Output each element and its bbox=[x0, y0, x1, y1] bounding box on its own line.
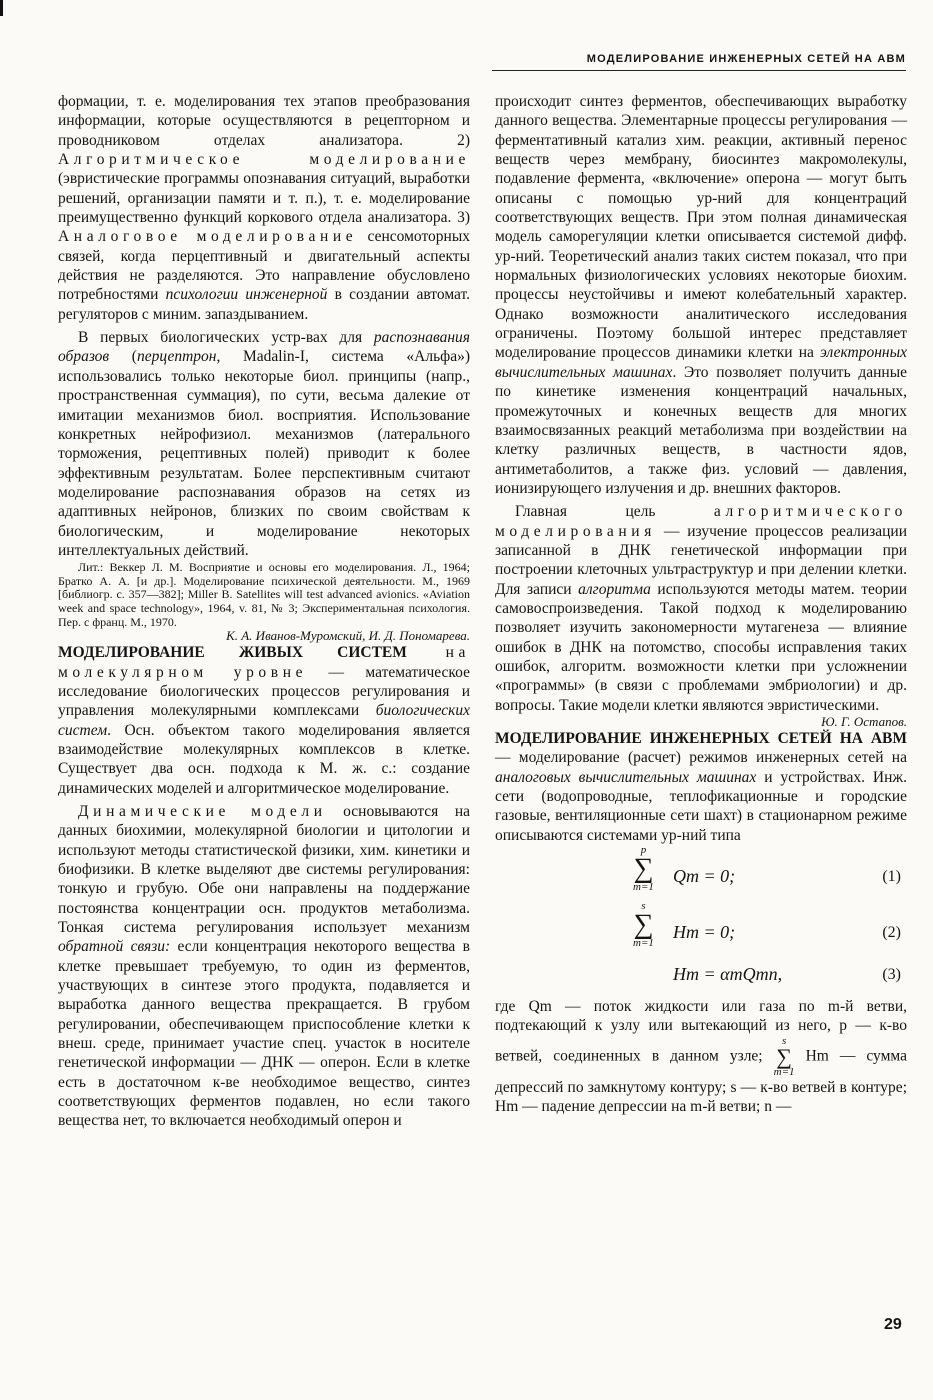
equation-1: p ∑ m=1 Qm = 0; (1) bbox=[633, 844, 901, 894]
paragraph: В первых биологических устр-вах для распознавания образов (перцептрон, Madalin-I, система «Альфа») использовались только некоторые биол. принципы (напр., пространственная суммация), по сути, весьма далекие от имитации механизмов биол. восприятия. Использование конкретных нейрофизиол. механизмов (латерального торможения, рецептивных полей) приводит к более эффективным результатам. Более перспективным считают моделирование распознавания образов на сетях из адаптивных нейронов, близких по своим свойствам к биологическим, и моделирование некоторых интеллектуальных действий. bbox=[58, 329, 470, 559]
sum-symbol: p ∑ m=1 bbox=[633, 844, 654, 894]
page-number: 29 bbox=[884, 1316, 902, 1333]
entry-modelirovanie-inzhenernyh-setei: МОДЕЛИРОВАНИЕ ИНЖЕНЕРНЫХ СЕТЕЙ НА АВМ — моделирование (расчет) режимов инженерных сетей на аналоговых вычислительных машинах и устройствах. Инж. сети (водопроводные, теплофикационные и городские газовые, вентиляционные сети шахт) в стационарном режиме описываются системами ур-ний типа bbox=[495, 730, 908, 844]
paragraph: где Qm — поток жидкости или газа по m-й ветви, подтекающий к узлу или вытекающий из него, p — к-во ветвей, соединенных в данном узле; s ∑ m=1 Hm — сумма депрессий по замкнутому контуру; s — к-во ветвей в контуре; Hm — падение депрессии на m-й ветви; n — bbox=[495, 998, 907, 1116]
running-header: МОДЕЛИРОВАНИЕ ИНЖЕНЕРНЫХ СЕТЕЙ НА АВМ bbox=[586, 53, 906, 65]
paragraph: Главная цель алгоритмического моделирования — изучение процессов реализации записанной в ДНК генетической информации при построении клеточных ультраструктур и при делении клетки. Для записи алгоритма используются методы матем. теории самовоспроизведения. Такой подход к моделированию позволяет изучить закономерности мутагенеза — влияние ошибок в ДНК на потомство, способы исправления таких ошибок, алгоритм. возможности клетки при усложнении «программы» (в связи с проблемами эмбриологии) и др. вопросы. Такие модели клетки являются эвристическими. bbox=[495, 503, 907, 714]
left-column bbox=[58, 92, 470, 1131]
sum-symbol: s ∑ m=1 bbox=[633, 900, 654, 950]
sum-symbol: s ∑ m=1 bbox=[773, 1034, 795, 1078]
paragraph: формации, т. е. моделирования тех этапов преобразования информации, которые осуществляются в рецепторном и проводниковом отделах анализатора. 2) Алгоритмическое моделирование (эвристические программы опознавания ситуаций, выработки решений, организации памяти и т. п.), т. е. моделирование преимущественно функций коркового отдела анализатора. 3) Аналоговое моделирование сенсомоторных связей, когда перцептивный и двигательный аспекты действия не разделяются. Это направление обусловлено потребностями психологии инженерной в создании автомат. регуляторов с миним. запаздыванием. bbox=[58, 93, 470, 323]
equation-2: s ∑ m=1 Hm = 0; (2) bbox=[633, 900, 901, 950]
entry-moделирование-zhivyh-sistem: МОДЕЛИРОВАНИЕ ЖИВЫХ СИСТЕМ на молекулярном уровне — математическое исследование биологических процессов регулирования и управления молекулярными комплексами биологических систем. Осн. объектом такого моделирования является взаимодействие молекулярных комплексов в клетке. Существует два осн. подхода к М. ж. с.: создание динамических моделей и алгоритмическое моделирование. bbox=[58, 644, 470, 797]
entry-title: МОДЕЛИРОВАНИЕ ЖИВЫХ СИСТЕМ bbox=[58, 644, 407, 662]
author-signature: Ю. Г. Остапов. bbox=[821, 714, 907, 729]
right-column bbox=[495, 92, 907, 1116]
author-signature: К. А. Иванов-Муромский, И. Д. Пономарева. bbox=[226, 628, 470, 644]
paragraph: происходит синтез ферментов, обеспечивающих выработку данного вещества. Элементарные процессы регулирования — ферментативный катализ хим. реакции, активный перенос веществ через мембрану, биосинтез макромолекулы, подавление фермента, «включение» оперона — могут быть описаны с помощью ур-ний для концентраций соответствующих веществ. При этом полная динамическая модель саморегуляции клетки описывается системой дифф. ур-ний. Теоретический анализ таких систем показал, что при нормальных физиологических условиях некоторые биохим. процессы неустойчивы и имеют колебательный характер. Однако возможности аналитического исследования ограничены. Поэтому большой интерес представляет моделирование процессов динамики клетки на электронных вычислительных машинах. Это позволяет получить данные по кинетике изменения концентраций начальных, промежуточных и конечных веществ для многих взаимосвязанных реакций метаболизма при воздействии на клетку различных веществ, в частности ядов, антиметаболитов, а также физ. условий — давления, ионизирующего излучения и др. внешних факторов. bbox=[495, 93, 907, 497]
equation-3: Hm = αmQmn, (3) bbox=[673, 964, 901, 985]
paragraph: Динамические модели основываются на данных биохимии, молекулярной биологии и цитологии и используют методы статистической физики, хим. кинетики и биофизики. В клетке выделяют две системы регулирования: тонкую и грубую. Обе они направлены на поддержание постоянства концентрации осн. продуктов метаболизма. Тонкая система регулирования использует механизм обратной связи: если концентрация некоторого вещества в клетке превышает требуемую, то один из ферментов, участвующих в синтезе этого продукта, подавляется и выработка данного вещества прекращается. В грубом регулировании, обеспечивающем приспособление клетки к внеш. среде, принимает участие спец. участок в носителе генетической информации — ДНК — оперон. Если в клетке есть в достаточном к-ве необходимое вещество, синтез соответствующих ферментов подавлен, но если такого вещества нет, то включается необходимый оперон и bbox=[58, 802, 471, 1130]
header-rule bbox=[492, 70, 906, 71]
page-edge-mark bbox=[0, 0, 3, 16]
literature: Лит.: Веккер Л. М. Восприятие и основы его моделирования. Л., 1964; Братко А. А. [и др.]. Моделирование психической деятельности. М., 1969 [библиогр. с. 357—382]; Miller B. Satellites will test advanced avionics. «Aviation week and space technology», 1964, v. 81, № 3; Экспериментальная психология. Пер. с франц. М., 1970. bbox=[58, 560, 470, 629]
entry-title: МОДЕЛИРОВАНИЕ ИНЖЕНЕРНЫХ СЕТЕЙ НА АВМ bbox=[495, 730, 907, 747]
